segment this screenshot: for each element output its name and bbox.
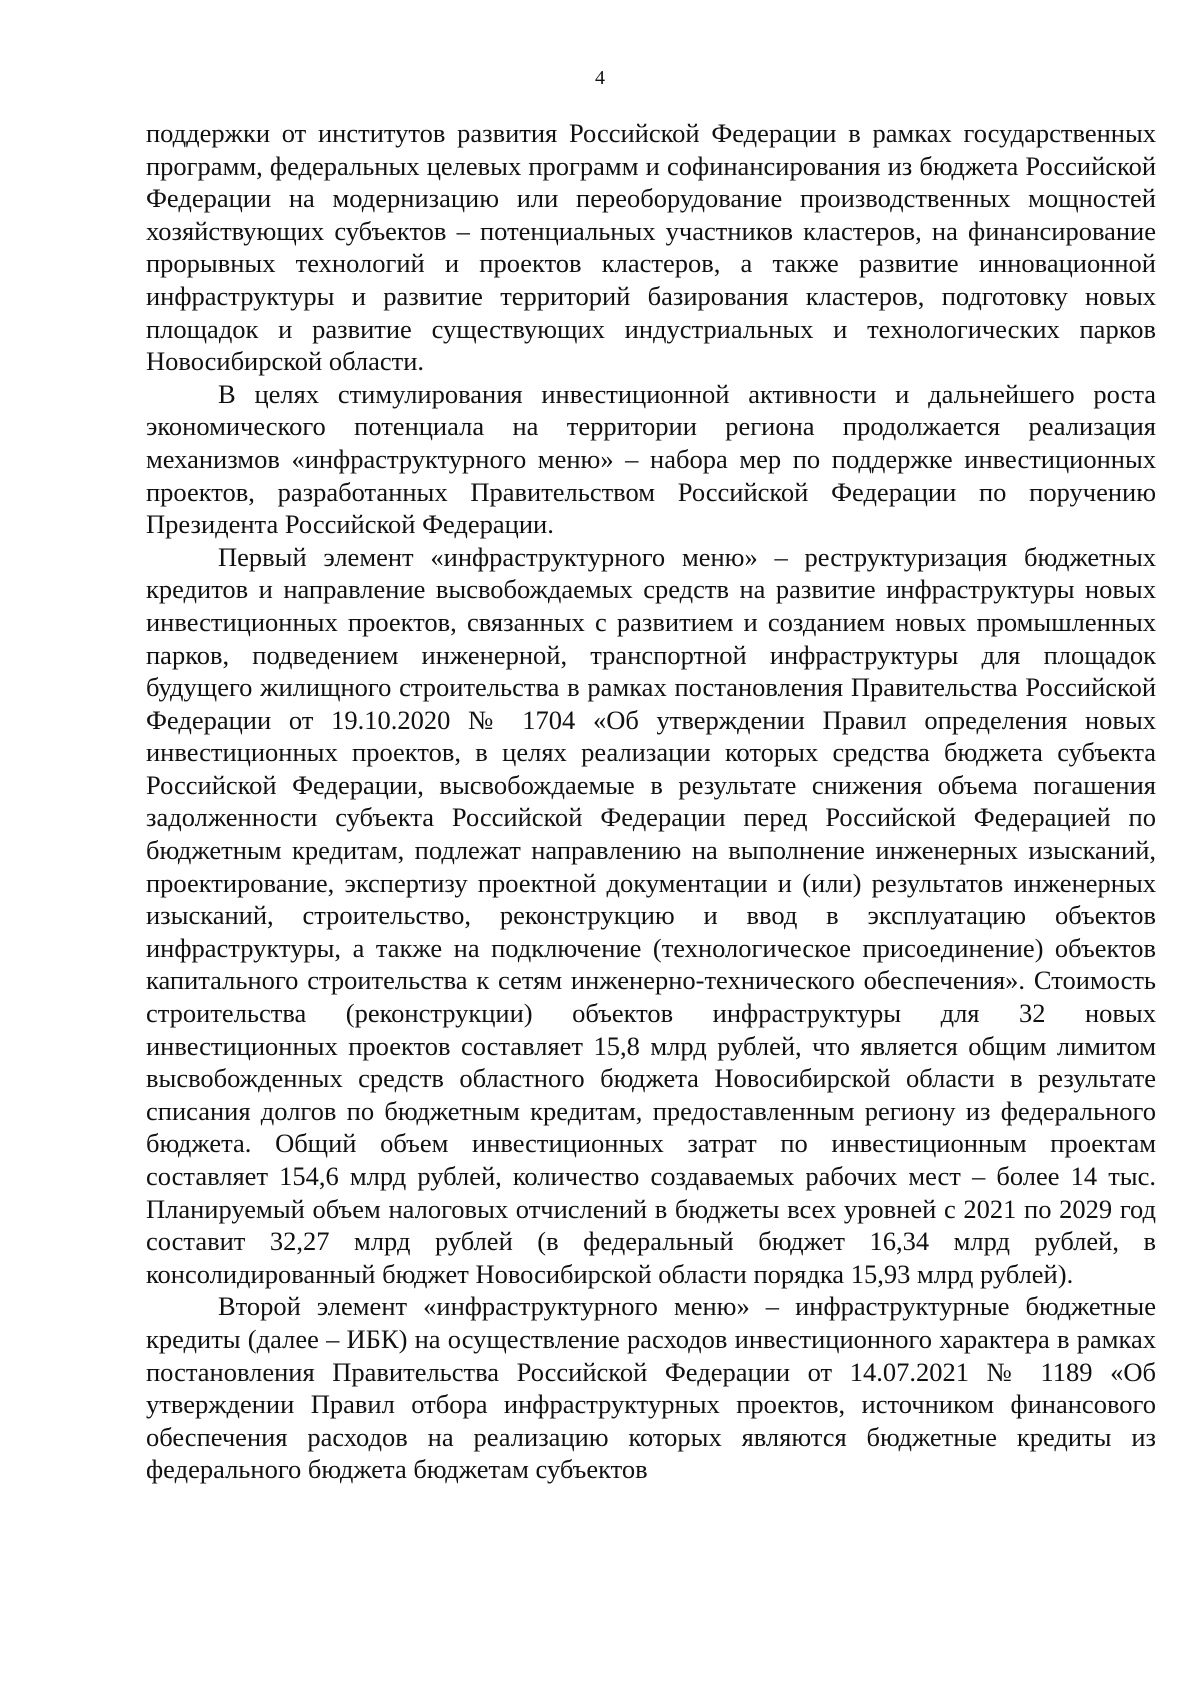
paragraph-continuation: поддержки от институтов развития Российской Федерации в рамках государственных программ, федеральных целевых программ и софинансирования из бюджета Российской Федерации на модернизацию или переоборудование производственных мощностей хозяйствующих субъектов – потенциальных участников кластеров, на финансирование прорывных технологий и проектов кластеров, а также развитие инновационной инфраструктуры и развитие территорий базирования кластеров, подготовку новых площадок и развитие существующих индустриальных и технологических парков Новосибирской области. xyxy=(146,118,1156,377)
paragraph-second-element: Второй элемент «инфраструктурного меню» – инфраструктурные бюджетные кредиты (далее – ИБК) на осуществление расходов инвестиционного характера в рамках постановления Правительства Российской Федерации от 14.07.2021 № 1189 «Об утверждении Правил отбора инфраструктурных проектов, источником финансового обеспечения расходов на реализацию которых являются бюджетные кредиты из федерального бюджета бюджетам субъектов xyxy=(146,1291,1156,1485)
paragraph-investment-stimulation: В целях стимулирования инвестиционной активности и дальнейшего роста экономического потенциала на территории региона продолжается реализация механизмов «инфраструктурного меню» – набора мер по поддержке инвестиционных проектов, разработанных Правительством Российской Федерации по поручению Президента Российской Федерации. xyxy=(146,378,1156,540)
paragraph-first-element: Первый элемент «инфраструктурного меню» – реструктуризация бюджетных кредитов и направление высвобождаемых средств на развитие инфраструктуры новых инвестиционных проектов, связанных с развитием и созданием новых промышленных парков, подведением инженерной, транспортной инфраструктуры для площадок будущего жилищного строительства в рамках постановления Правительства Российской Федерации от 19.10.2020 № 1704 «Об утверждении Правил определения новых инвестиционных проектов, в целях реализации которых средства бюджета субъекта Российской Федерации, высвобождаемые в результате снижения объема погашения задолженности субъекта Российской Федерации перед Российской Федерацией по бюджетным кредитам, подлежат направлению на выполнение инженерных изысканий, проектирование, экспертизу проектной документации и (или) результатов инженерных изысканий, строительство, реконструкцию и ввод в эксплуатацию объектов инфраструктуры, а также на подключение (технологическое присоединение) объектов капитального строительства к сетям инженерно-технического обеспечения». Стоимость строительства (реконструкции) объектов инфраструктуры для 32 новых инвестиционных проектов составляет 15,8 млрд рублей, что является общим лимитом высвобожденных средств областного бюджета Новосибирской области в результате списания долгов по бюджетным кредитам, предоставленным региону из федерального бюджета. Общий объем инвестиционных затрат по инвестиционным проектам составляет 154,6 млрд рублей, количество создаваемых рабочих мест – более 14 тыс. Планируемый объем налоговых отчислений в бюджеты всех уровней с 2021 по 2029 год составит 32,27 млрд рублей (в федеральный бюджет 16,34 млрд рублей, в консолидированный бюджет Новосибирской области порядка 15,93 млрд рублей). xyxy=(146,541,1156,1289)
document-body xyxy=(146,117,1156,1486)
page-number: 4 xyxy=(595,67,605,89)
